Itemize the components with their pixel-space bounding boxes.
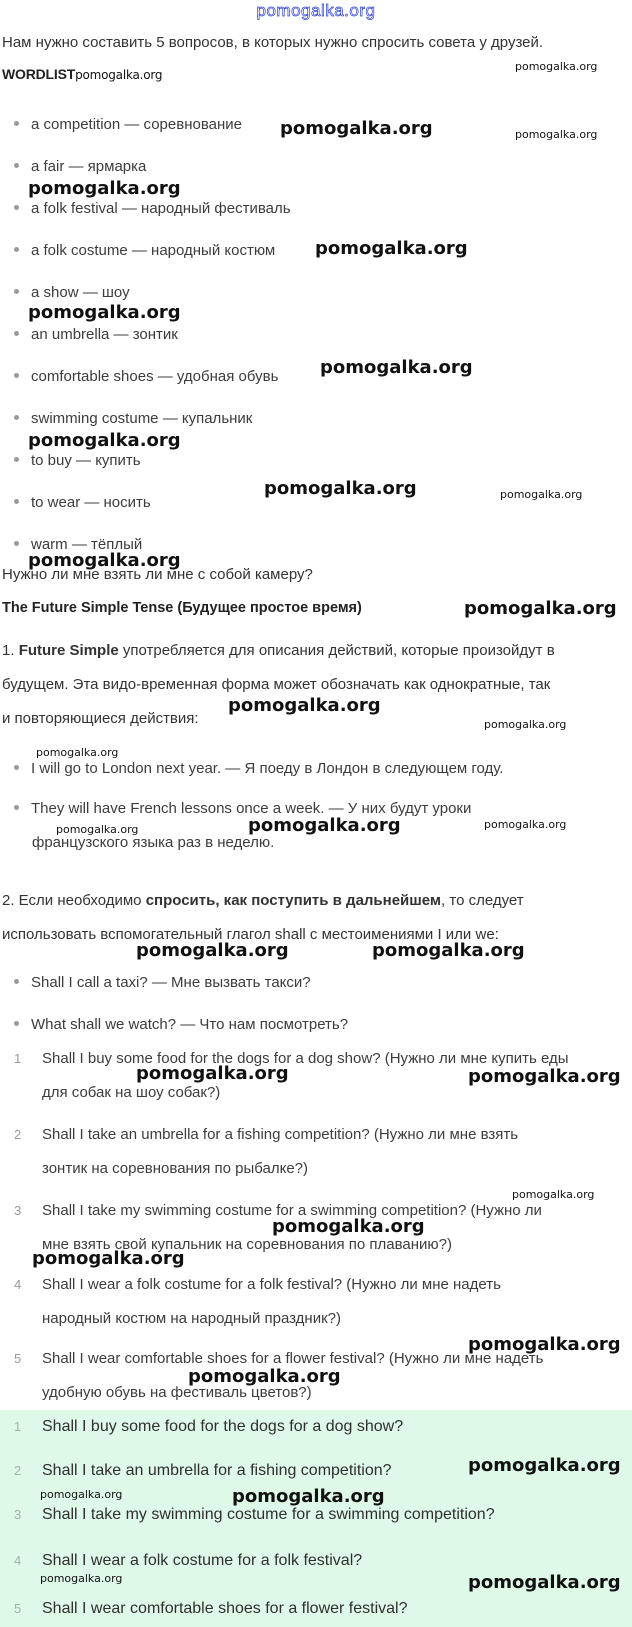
watermark: pomogalka.org xyxy=(264,478,417,499)
bullet xyxy=(14,765,19,770)
watermark: pomogalka.org xyxy=(232,1486,385,1507)
watermark: pomogalka.org xyxy=(40,1488,123,1501)
answer-item: 5 Shall I wear comfortable shoes for a flower festival? xyxy=(14,1600,408,1617)
watermark: pomogalka.org xyxy=(28,178,181,199)
answer-item: 3 Shall I take my swimming costume for a swimming competition? xyxy=(14,1506,495,1523)
rule1-line3: и повторяющиеся действия: xyxy=(2,710,199,727)
watermark: pomogalka.org xyxy=(28,430,181,451)
wordlist-item: a folk costume — народный костюм xyxy=(14,242,275,259)
watermark: pomogalka.org xyxy=(515,128,598,141)
watermark: pomogalka.org xyxy=(515,60,598,73)
numbered-question-cont: народный костюм на народный праздник?) xyxy=(42,1310,341,1327)
wordlist-item: to buy — купить xyxy=(14,452,141,469)
bullet xyxy=(14,121,19,126)
bullet xyxy=(14,373,19,378)
bullet xyxy=(14,247,19,252)
watermark: pomogalka.org xyxy=(248,815,401,836)
bullet xyxy=(14,457,19,462)
watermark: pomogalka.org xyxy=(28,550,181,571)
bullet xyxy=(14,1021,19,1026)
wordlist-item: an umbrella — зонтик xyxy=(14,326,178,343)
bullet xyxy=(14,289,19,294)
watermark: pomogalka.org xyxy=(468,1334,621,1355)
numbered-question-cont: удобную обувь на фестиваль цветов?) xyxy=(42,1384,312,1401)
wordlist-item: a folk festival — народный фестиваль xyxy=(14,200,291,217)
example-item: What shall we watch? — Что нам посмотреть? xyxy=(14,1016,348,1033)
watermark: pomogalka.org xyxy=(280,118,433,139)
rule1-line2: будущем. Эта видо-временная форма может обозначать как однократные, так xyxy=(2,676,551,693)
wordlist-item: a show — шоу xyxy=(14,284,130,301)
bullet xyxy=(14,979,19,984)
watermark: pomogalka.org xyxy=(372,940,525,961)
watermark: pomogalka.org xyxy=(36,746,119,759)
bullet xyxy=(14,205,19,210)
wordlist-item: warm — тёплый xyxy=(14,536,142,553)
example-item-cont: французского языка раз в неделю. xyxy=(32,834,275,851)
bullet xyxy=(14,331,19,336)
watermark: pomogalka.org xyxy=(468,1572,621,1593)
wordlist-item: to wear — носить xyxy=(14,494,151,511)
watermark: pomogalka.org xyxy=(315,238,468,259)
numbered-question-cont: для собак на шоу собак?) xyxy=(42,1084,221,1101)
watermark: pomogalka.org xyxy=(484,718,567,731)
numbered-question-cont: зонтик на соревнования по рыбалке?) xyxy=(42,1160,309,1177)
wordlist-item: comfortable shoes — удобная обувь xyxy=(14,368,278,385)
camera-question: Нужно ли мне взять ли мне с собой камеру? xyxy=(2,566,313,583)
wordlist-item: a competition — соревнование xyxy=(14,116,242,133)
watermark: pomogalka.org xyxy=(468,1066,621,1087)
answer-item: 1 Shall I buy some food for the dogs for a dog show? xyxy=(14,1418,404,1435)
numbered-question: 3 Shall I take my swimming costume for a swimming competition? (Нужно ли xyxy=(14,1202,542,1219)
numbered-question-cont: мне взять свой купальник на соревнования по плаванию?) xyxy=(42,1236,453,1253)
example-item: Shall I call a taxi? — Мне вызвать такси? xyxy=(14,974,311,991)
wordlist-item: a fair — ярмарка xyxy=(14,158,146,175)
example-item: They will have French lessons once a week. — У них будут уроки xyxy=(14,800,471,817)
watermark: pomogalka.org xyxy=(75,68,163,82)
watermark: pomogalka.org xyxy=(320,357,473,378)
numbered-question: 2 Shall I take an umbrella for a fishing competition? (Нужно ли мне взять xyxy=(14,1126,519,1143)
grammar-heading: The Future Simple Tense (Будущее простое время) xyxy=(2,600,362,616)
numbered-question: 1 Shall I buy some food for the dogs for a dog show? (Нужно ли мне купить еды xyxy=(14,1050,569,1067)
rule1-line1: 1. Future Simple употребляется для описания действий, которые произойдут в xyxy=(2,642,555,659)
wordlist-item: swimming costume — купальник xyxy=(14,410,252,427)
intro-text: Нам нужно составить 5 вопросов, в которых нужно спросить совета у друзей. xyxy=(2,34,544,51)
watermark: pomogalka.org xyxy=(500,488,583,501)
bullet xyxy=(14,805,19,810)
bullet xyxy=(14,415,19,420)
numbered-question: 5 Shall I wear comfortable shoes for a flower festival? (Нужно ли мне надеть xyxy=(14,1350,544,1367)
example-item: I will go to London next year. — Я поеду в Лондон в следующем году. xyxy=(14,760,503,777)
bullet xyxy=(14,541,19,546)
watermark: pomogalka.org xyxy=(56,823,139,836)
wordlist-heading: WORDLISTpomogalka.org xyxy=(2,66,163,82)
watermark: pomogalka.org xyxy=(136,940,289,961)
rule2-line2: использовать вспомогательный глагол shall с местоимениями I или we: xyxy=(2,926,499,943)
watermark: pomogalka.org xyxy=(484,818,567,831)
watermark: pomogalka.org xyxy=(188,1366,341,1387)
answer-item: 4 Shall I wear a folk costume for a folk festival? xyxy=(14,1552,363,1569)
watermark: pomogalka.org xyxy=(40,1572,123,1585)
watermark: pomogalka.org xyxy=(32,1248,185,1269)
watermark: pomogalka.org xyxy=(464,598,617,619)
watermark: pomogalka.org xyxy=(512,1188,595,1201)
rule2-line1: 2. Если необходимо спросить, как поступить в дальнейшем, то следует xyxy=(2,892,524,909)
bullet xyxy=(14,499,19,504)
watermark: pomogalka.org xyxy=(136,1063,289,1084)
watermark: pomogalka.org xyxy=(228,695,381,716)
site-title[interactable]: pomogalka.org xyxy=(256,1,376,20)
numbered-question: 4 Shall I wear a folk costume for a folk festival? (Нужно ли мне надеть xyxy=(14,1276,501,1293)
watermark: pomogalka.org xyxy=(272,1216,425,1237)
bullet xyxy=(14,163,19,168)
answer-item: 2 Shall I take an umbrella for a fishing competition? xyxy=(14,1462,392,1479)
watermark: pomogalka.org xyxy=(28,302,181,323)
watermark: pomogalka.org xyxy=(468,1455,621,1476)
